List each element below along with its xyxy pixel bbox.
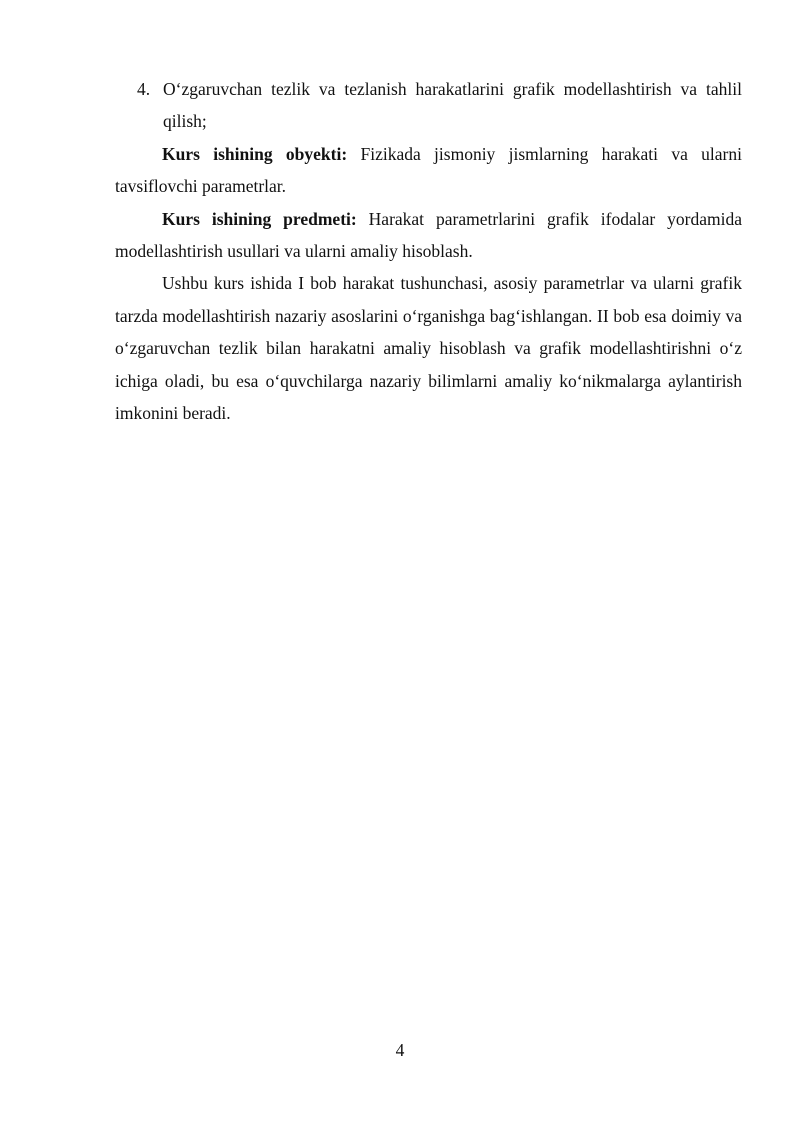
subject-text: Harakat parametrlarini grafik ifodalar yordamida modellashtirish usullari va ularni amaliy hisoblash.	[115, 208, 742, 262]
summary-text: Ushbu kurs ishida I bob harakat tushunchasi, asosiy parametrlar va ularni grafik tarzda modellashtirish nazariy asoslarini o‘rganishga bag‘ishlangan. II bob esa doimiy va o‘zgaruvchan tezlik bilan harakatni amaliy hisoblash va grafik modellashtirishni o‘z ichiga oladi, bu esa o‘quvchilarga nazariy bilimlarni amaliy ko‘nikmalarga aylantirish imkonini beradi.	[115, 273, 742, 424]
list-item-text: O‘zgaruvchan tezlik va tezlanish harakatlarini grafik modellashtirish va tahlil qilish;	[163, 79, 742, 132]
page-content	[115, 73, 742, 429]
object-text: Fizikada jismoniy jismlarning harakati va ularni tavsiflovchi parametrlar.	[115, 143, 742, 197]
object-paragraph	[115, 138, 742, 203]
subject-paragraph	[115, 203, 742, 268]
list-item-number: 4.	[137, 79, 151, 99]
list-item-4	[137, 73, 742, 138]
object-lead: Kurs ishining obyekti:	[162, 143, 348, 164]
subject-lead: Kurs ishining predmeti:	[162, 208, 357, 229]
summary-paragraph	[115, 267, 742, 429]
page-number: 4	[395, 1040, 405, 1060]
